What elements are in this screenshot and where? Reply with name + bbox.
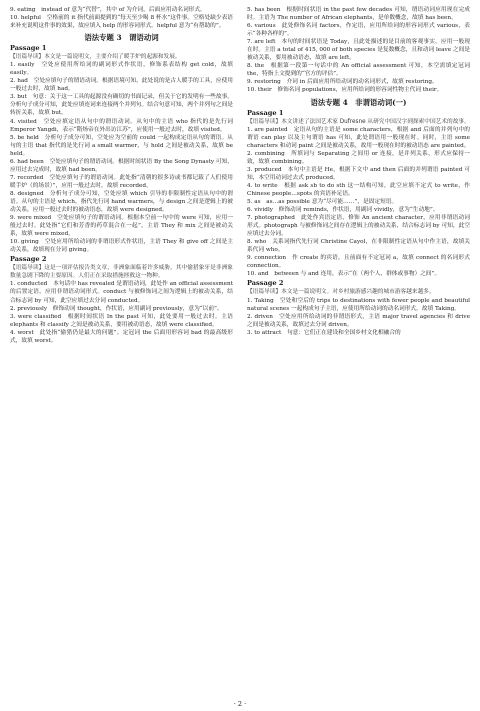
answer-item: 4. worst 此处指“偷猎仍是最大的问题”。定冠词 the 后面用形容词 bad 的最高级形式，故填 worst。 xyxy=(10,329,233,344)
answer-item: 4. visited 空处应填定语从句中的谓语动词。从句中的主语 who 指代的是先行词 Emperor Yangdi，表示“隋炀帝在外出访江苏”，应使用一般过去时，故填 visited。 xyxy=(10,118,233,133)
passage-heading: Passage 1 xyxy=(10,44,47,53)
answer-item: 3. but 句意：关于这一工具的起源没有确切的书面记录，但关于它的发明有一些故事。分析句子成分可知，此处应填连词来连接两个并列句。结合句意可知，两个并列句之间是转折关系，故填 but。 xyxy=(10,94,233,117)
answer-item: 2. combining 所填词与 Separating 之间用 or 连接，是并列关系，形式应保持一致，故填 combining。 xyxy=(247,150,470,165)
answer-item: 7. recorded 空处应填句子的谓语动词。此处指“清朝的很多诗或书都记载了人们使用暖手炉（的场景）”，应用一般过去时，故填 recorded。 xyxy=(10,174,233,189)
answer-item: 9. restoring 介词 in 后面应用所给动词的动名词形式，故填 restoring。 xyxy=(247,79,438,86)
answer-item: 8. designed 分析句子成分可知，空处应填 which 引导的非限制性定语从句中的谓语。从句的主语是 which，指代先行词 hand warmers，与 design 之间是逻辑上的被动关系，应用一般过去时的被动语态，故填 were designed。 xyxy=(10,190,233,214)
passage-guide: 【语篇导读】这是一项评估报告类文章，非洲象面临着许多威胁，其中偷猎象牙是非洲象数量急剧下降的主要原因。人们正在采取措施拯救这一物种。 xyxy=(10,265,233,280)
answer-item: 9. connection 作 create 的宾语，且前面有不定冠词 a，故填 connect 的名词形式 connection。 xyxy=(247,255,470,270)
answer-item: 6. had been 空处应填句子的谓语动词。根据时间状语 By the Song Dynasty 可知，应用过去完成时，故填 had been。 xyxy=(10,158,233,173)
answer-item: 5. as as…as possible 意为“尽可能……”，是固定短语。 xyxy=(247,198,398,205)
answer-item: 2. driven 空处应用所给动词的非谓语形式，主语 major travel agencies 和 drive 之间是被动关系，故填过去分词 driven。 xyxy=(247,313,470,328)
answer-item: 1. Taking 空处和空后的 trips to destinations with fewer people and beautiful natural scenes 一起构成句子主语，应使用所给动词的动名词形式，故填 Taking。 xyxy=(247,297,470,312)
answer-item: 8. who 关系词指代先行词 Christine Cayol，在非限制性定语从句中作主语，故填关系代词 who。 xyxy=(247,239,470,254)
answer-item: 7. photographed 此处作宾语定语，修饰 An ancient character，应用非谓语动词形式。photograph 与被修饰词之间存在逻辑上的被动关系，结合标志词 by 可知，此空应填过去分词。 xyxy=(247,215,470,238)
answer-item: 10. their 修饰名词 populations，应用所给词的形容词性物主代词 their。 xyxy=(247,87,443,94)
right-column xyxy=(247,6,470,345)
answer-item: 1. easily 空处应使用所给词的副词形式作状语，修饰系表结构 get cold，故填 easily。 xyxy=(10,62,233,77)
passage-heading: Passage 2 xyxy=(247,279,284,288)
answer-item: 6. various 此处修饰名词 factors，作定语，应用所给词的形容词形式 various，表示“各种各样的”。 xyxy=(247,23,470,38)
page-number: · 2 · xyxy=(233,700,247,708)
answer-item: 3. produced 本句中主语是 He，根据下文中 and then 后面的并列谓语 painted 可知，本空用动词过去式 produced。 xyxy=(247,166,470,181)
left-column xyxy=(10,6,233,345)
answer-item: 3. were classified 根据时间状语 In the past 可知，此处要用一般过去时。主语 elephants 和 classify 之间是被动关系，要用被动语态，故填 were classified。 xyxy=(10,313,233,328)
answer-item: 9. eating instead of 意为“代替”，其中 of 为介词，后面应用动名词形式。 xyxy=(10,7,206,13)
answer-item: 10. giving 空处应用所给动词的非谓语形式作状语，主语 They 和 give off 之间是主动关系，故填现在分词 giving。 xyxy=(10,239,233,254)
answer-item: 9. were mixed 空处应填句子的谓语动词。根据本空前一句中的 were 可知，应用一般过去时。此处指“它们和芳香的药草混合在一起”，主语 They 和 mix 之间是被动关系，故填 were mixed。 xyxy=(10,215,233,238)
answer-item: 2. had 空处应填句子的谓语动词。根据语境可知，此处说的是古人暖手的工具，应使用一般过去时，故填 had。 xyxy=(10,78,233,93)
answer-item: 2. previously 修饰动词 thought，作状语，应用副词 previously，意为“以前”。 xyxy=(10,305,223,312)
passage-guide: 【语篇导读】本文是一篇说明文。对乡村旅游感兴趣的城市游客越来越多。 xyxy=(247,289,435,296)
answer-item: 3. to attract 句意：它们正在建设和全国乡村文化相融合的 xyxy=(247,329,401,336)
answer-item: 8. the 根据第一段第一句话中的 An official assessment 可知，本空需填定冠词 the，特指上文提到的“官方的评估”。 xyxy=(247,63,470,78)
passage-heading: Passage 2 xyxy=(10,255,47,264)
passage-heading: Passage 1 xyxy=(247,108,284,117)
section-heading: 语法专题 3 谓语动词 xyxy=(84,33,159,43)
answer-item: 10. and between 与 and 连用，表示“在（两个人、群体或事物）之间”。 xyxy=(247,271,441,278)
answer-item: 5. has been 根据时间状语 in the past few decades 可知，谓语动词应用现在完成时。主语为 The number of African elephants，是单数概念，故填 has been。 xyxy=(247,7,470,22)
answer-item: 4. to write 根据 ask sb to do sth 这一结构可知，此空应填不定式 to write，作 Chinese people…spots 的宾语补足语。 xyxy=(247,182,470,197)
answer-item: 1. are painted 定语从句的主语是 some characters，根据 and 后面的并列句中的谓语 can play 以及主句谓语 has 可知，此处谓语用一般现在时。同时，主语 some characters 和动词 paint 之间是被动关系，故用一般现在时的被动语态 are painted。 xyxy=(247,126,470,149)
answer-item: 7. are left 本句的时间状语是 Today，且此处描述的是目前的客观事实，应用一般现在时。主语 a total of 415, 000 of both species 是复数概念，且和动词 leave 之间是被动关系，要用被动语态，故填 are left。 xyxy=(247,39,470,62)
answer-item: 1. conducted 本句话中 has revealed 是谓语动词，此处作 an official assessment 的后置定语，应用非谓语动词形式。conduct 与被修饰词之间为逻辑上的被动关系，结合标志词 by 可知，此空应填过去分词 conducted。 xyxy=(10,281,233,304)
answer-item: 10. helpful 空格前的 it 指代前面提到的“每天至少喝 8 杯水”这件事。空格处缺少表语来补充说明这件事的效果，故应填入 help 的形容词形式。helpful 意为“有帮助的”。 xyxy=(10,15,233,30)
section-heading: 语法专题 4 非谓语动词(一) xyxy=(310,97,407,107)
answer-item: 5. be held 分析句子成分可知，空处应为空前的 could 一起构成定语从句的谓语。从句的主语 that 指代的是先行词 a small warmer，与 hold 之间是被动关系，故填 be held。 xyxy=(10,134,233,157)
answer-item: 6. vividly 修饰动词 reminds，作状语，用副词 vividly，意为“生动地”。 xyxy=(247,207,439,214)
passage-guide: 【语篇导读】本文是一篇说明文，主要介绍了暖手炉的起源和发展。 xyxy=(10,54,181,61)
passage-guide: 【语篇导读】本文讲述了法国艺术家 Dufresne 从研究中国汉字到探索中国艺术的故事。 xyxy=(247,118,470,125)
